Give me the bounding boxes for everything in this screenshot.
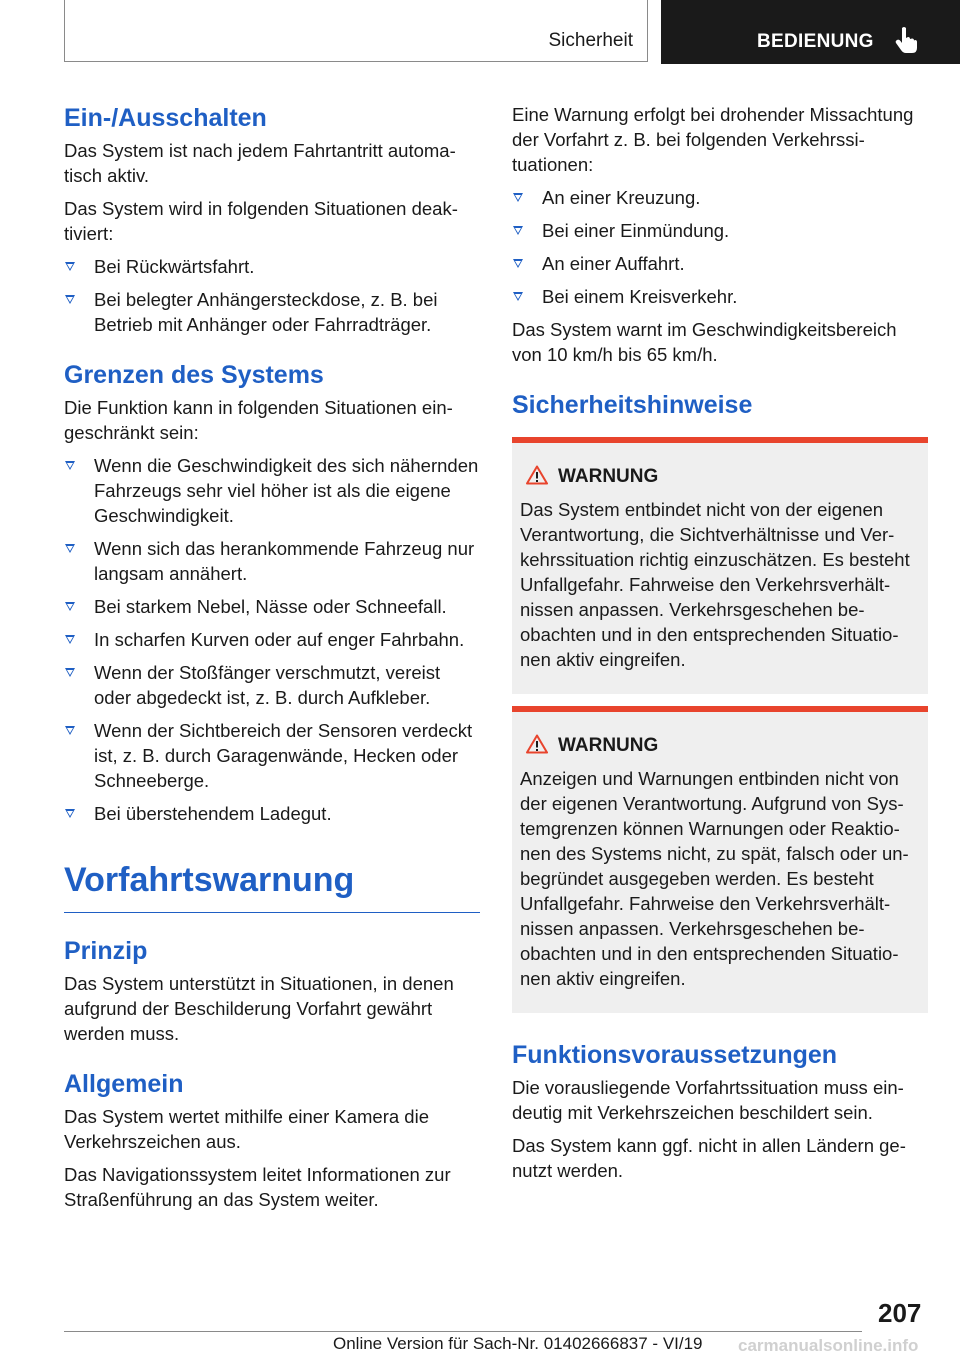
paragraph: Das System warnt im Geschwindigkeitsbereich von 10 km/h bis 65 km/h.	[512, 319, 897, 365]
triangle-bullet-icon	[65, 668, 75, 677]
list-item: Wenn sich das herankommende Fahrzeug nur langsam annähert.	[64, 536, 480, 586]
heading-allgemein: Allgemein	[64, 1070, 184, 1098]
footer-online-version: Online Version für Sach-Nr. 01402666837 - VI/19	[333, 1334, 703, 1353]
bullet-list	[64, 453, 480, 826]
right-column	[512, 102, 928, 1191]
paragraph: Das Navigationssystem leitet Informationen zur Straßenführung an das System weiter.	[64, 1164, 451, 1210]
list-item: Bei einer Einmündung.	[512, 218, 928, 243]
triangle-bullet-icon	[65, 809, 75, 818]
list-item: Bei einem Kreisverkehr.	[512, 284, 928, 309]
paragraph: Das System ist nach jedem Fahrtantritt automatisch aktiv.	[64, 140, 456, 186]
header-section-title: Sicherheit	[548, 30, 633, 51]
left-column	[64, 102, 480, 1220]
list-item: Wenn der Sichtbereich der Sensoren verdeckt ist, z. B. durch Garagenwände, Hecken oder Schneeberge.	[64, 718, 480, 793]
paragraph: Eine Warnung erfolgt bei drohender Missachtung der Vorfahrt z. B. bei folgenden Verkehrssituationen:	[512, 104, 914, 175]
list-item: Bei Rückwärtsfahrt.	[64, 254, 480, 279]
warning-title: WARNUNG	[520, 465, 920, 489]
heading-grenzen: Grenzen des Systems	[64, 361, 324, 389]
triangle-bullet-icon	[65, 461, 75, 470]
triangle-bullet-icon	[513, 193, 523, 202]
warning-title: WARNUNG	[520, 734, 920, 758]
triangle-bullet-icon	[513, 226, 523, 235]
warning-box	[512, 706, 928, 1013]
triangle-bullet-icon	[65, 262, 75, 271]
warning-text: Das System entbindet nicht von der eigenen Verantwortung, die Sichtverhältnisse und Verkehrssituation richtig einzuschätzen. Es besteht Unfallgefahr. Fahrweise den Verkehrsverhältnissen anpassen. Verkehrsgeschehen beobachten und in den entsprechenden Situationen aktiv eingreifen.	[520, 499, 910, 670]
list-item: Bei starkem Nebel, Nässe oder Schneefall.	[64, 594, 480, 619]
list-item: Bei belegter Anhängersteckdose, z. B. bei Betrieb mit Anhänger oder Fahrradträger.	[64, 287, 480, 337]
list-item: In scharfen Kurven oder auf enger Fahrbahn.	[64, 627, 480, 652]
triangle-bullet-icon	[65, 602, 75, 611]
list-item: An einer Kreuzung.	[512, 185, 928, 210]
paragraph: Das System kann ggf. nicht in allen Ländern genutzt werden.	[512, 1135, 906, 1181]
triangle-bullet-icon	[65, 544, 75, 553]
list-item: An einer Auffahrt.	[512, 251, 928, 276]
paragraph: Das System wird in folgenden Situationen deaktiviert:	[64, 198, 458, 244]
heading-sicherheitshinweise: Sicherheitshinweise	[512, 391, 753, 419]
heading-prinzip: Prinzip	[64, 937, 148, 965]
list-item: Wenn die Geschwindigkeit des sich nähernden Fahrzeugs sehr viel höher ist als die eigene Geschwindigkeit.	[64, 453, 480, 528]
heading-vorfahrtswarnung: Vorfahrtswarnung	[64, 856, 480, 913]
header-chapter-title: BEDIENUNG	[757, 31, 874, 52]
list-item: Wenn der Stoßfänger verschmutzt, vereist oder abgedeckt ist, z. B. durch Aufkleber.	[64, 660, 480, 710]
footer-divider	[64, 1331, 862, 1332]
heading-ein-ausschalten: Ein-/Ausschalten	[64, 104, 267, 132]
list-item: Bei überstehendem Ladegut.	[64, 801, 480, 826]
heading-funktionsvoraussetzungen: Funktionsvoraussetzungen	[512, 1041, 838, 1069]
warning-triangle-icon	[526, 465, 548, 485]
bullet-list	[512, 185, 928, 309]
paragraph: Die Funktion kann in folgenden Situationen eingeschränkt sein:	[64, 397, 453, 443]
warning-triangle-icon	[526, 734, 548, 754]
bullet-list	[64, 254, 480, 337]
pointing-hand-icon	[895, 26, 917, 54]
triangle-bullet-icon	[65, 726, 75, 735]
watermark: carmanualsonline.info	[738, 1336, 919, 1355]
warning-text: Anzeigen und Warnungen entbinden nicht von der eigenen Verantwortung. Aufgrund von Systemgrenzen können Warnungen oder Reaktionen des Systems nicht, zu spät, falsch oder unbegründet ausgegeben werden. Es besteht Unfallgefahr. Fahrweise den Verkehrsverhältnissen anpassen. Verkehrsgeschehen beobachten und in den entsprechenden Situationen aktiv eingreifen.	[520, 768, 909, 989]
paragraph: Die vorausliegende Vorfahrtssituation muss eindeutig mit Verkehrszeichen beschildert sein.	[512, 1077, 904, 1123]
triangle-bullet-icon	[513, 292, 523, 301]
paragraph: Das System wertet mithilfe einer Kamera die Verkehrszeichen aus.	[64, 1106, 429, 1152]
triangle-bullet-icon	[65, 295, 75, 304]
paragraph: Das System unterstützt in Situationen, in denen aufgrund der Beschilderung Vorfahrt gewährt werden muss.	[64, 973, 454, 1044]
warning-box	[512, 437, 928, 694]
triangle-bullet-icon	[65, 635, 75, 644]
page-number: 207	[878, 1298, 922, 1328]
header-chapter-box	[661, 0, 960, 64]
header-section-box	[64, 0, 648, 62]
triangle-bullet-icon	[513, 259, 523, 268]
